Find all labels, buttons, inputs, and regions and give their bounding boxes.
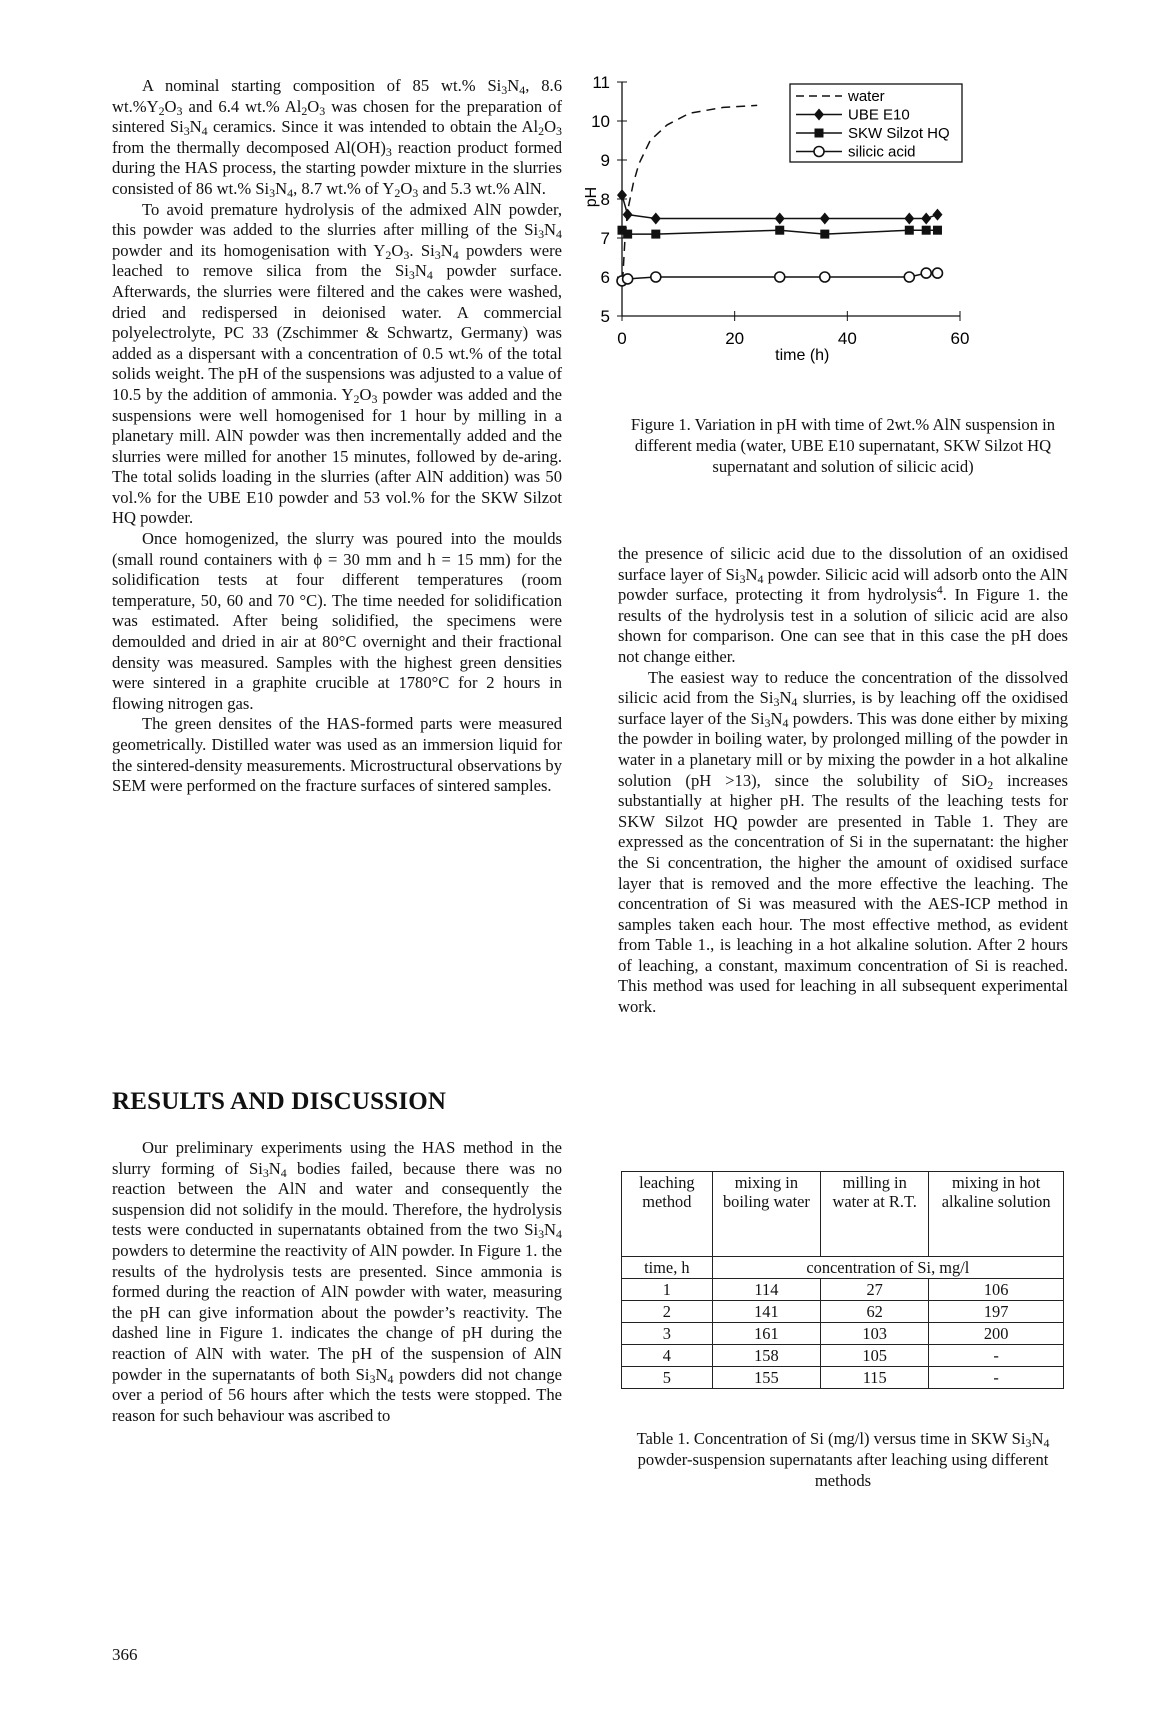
data-point bbox=[932, 209, 942, 221]
table-header-cell: mixing in hot alkaline solution bbox=[929, 1172, 1064, 1257]
table-cell: time, h bbox=[622, 1257, 713, 1279]
y-tick-label: 10 bbox=[591, 112, 610, 131]
data-point bbox=[820, 213, 830, 225]
paragraph: A nominal starting composition of 85 wt.% $Si_3N_4$, 8.6 $wt.\%Y_2O_3$ and 6.4 wt.% $Al_2O_3$ was chosen for the preparation of sintered $Si_3N_4$ ceramics. Since it was intended to obtain the $Al_2O_3$ from the thermally decomposed $Al(OH)_3$ reaction product formed during the HAS process, the starting powder mixture in the slurries consisted of 86 wt.% $Si_3N_4$, 8.7 wt.% of $Y_2O_3$ and 5.3 wt.% AlN. bbox=[112, 76, 563, 200]
data-point bbox=[623, 230, 632, 239]
data-point bbox=[922, 226, 931, 235]
table-cell: 1 bbox=[622, 1279, 713, 1301]
table-row bbox=[622, 1367, 1064, 1389]
chart-svg bbox=[583, 73, 1078, 420]
legend-label: SKW Silzot HQ bbox=[848, 125, 950, 142]
legend-label: silicic acid bbox=[848, 143, 916, 161]
x-tick-label: 60 bbox=[950, 329, 970, 348]
y-tick-label: 5 bbox=[600, 307, 610, 326]
table-row bbox=[622, 1323, 1064, 1345]
legend-label: water bbox=[848, 88, 885, 105]
table-cell: 114 bbox=[712, 1279, 820, 1301]
data-point bbox=[651, 213, 661, 225]
paragraph: The green densites of the HAS-formed parts were measured geometrically. Distilled water was used as an immersion liquid for the sintered-density measurements. Microstructural observations by SEM were performed on the fracture surfaces of sintered samples. bbox=[112, 714, 562, 796]
table-cell: 161 bbox=[712, 1323, 820, 1345]
series-line bbox=[623, 105, 758, 281]
x-tick-label: 40 bbox=[837, 329, 857, 348]
table-cell: 200 bbox=[929, 1323, 1064, 1345]
table-cell: 141 bbox=[712, 1301, 820, 1323]
data-point bbox=[932, 268, 942, 278]
table-row bbox=[622, 1301, 1064, 1323]
table-cell: - bbox=[929, 1367, 1064, 1389]
paragraph: the presence of silicic acid due to the dissolution of an oxidised surface layer of $Si_3N_4$ powder. Silicic acid will adsorb onto the AlN powder surface, protecting it from hydrolysis$^4$. In Figure 1. the results of the hydrolysis test in a solution of silicic acid are also shown for comparison. One can see that in this case the pH does not change either. bbox=[618, 544, 1068, 666]
table-cell: 115 bbox=[821, 1367, 929, 1389]
table-cell: 4 bbox=[622, 1345, 713, 1367]
x-tick-label: 20 bbox=[725, 329, 745, 348]
data-point bbox=[775, 213, 785, 225]
left-column-lower bbox=[112, 1138, 562, 1426]
right-column bbox=[618, 544, 1068, 1018]
data-point bbox=[905, 226, 914, 235]
data-point bbox=[815, 129, 824, 138]
paragraph: Our preliminary experiments using the HAS method in the slurry forming of $Si_3N_4$ bodies failed, because there was no reaction between the AlN and water and consequently the suspension did not solidify in the mould. Therefore, the hydrolysis tests were conducted in supernatants obtained from the two $Si_3N_4$ powders to determine the reactivity of AlN powder. In Figure 1. the results of the hydrolysis tests are presented. Since ammonia is formed during the reaction of AlN powder with water, measuring the pH can give information about the powder’s reactivity. The dashed line in Figure 1. indicates the change of pH during the reaction of AlN with water. The pH of the suspension of AlN powder in the supernatants of both $Si_3N_4$ powders did not change over a period of 56 hours after which the tests were stopped. The reason for such behaviour was ascribed to bbox=[112, 1138, 562, 1425]
table-header-cell: leaching method bbox=[622, 1172, 713, 1257]
table-caption: Table 1. Concentration of Si (mg/l) versus time in SKW $Si_3N_4$ powder-suspension supernatants after leaching using different methods bbox=[636, 1429, 1050, 1490]
table-cell: 106 bbox=[929, 1279, 1064, 1301]
data-point bbox=[623, 274, 633, 284]
data-point bbox=[814, 147, 824, 157]
table-cell: 155 bbox=[712, 1367, 820, 1389]
table-cell: - bbox=[929, 1345, 1064, 1367]
y-tick-label: 7 bbox=[600, 229, 610, 248]
data-point bbox=[820, 272, 830, 282]
legend-label: UBE E10 bbox=[848, 106, 910, 124]
section-heading: RESULTS AND DISCUSSION bbox=[112, 1088, 447, 1115]
data-point bbox=[623, 209, 633, 221]
table-span-cell: concentration of Si, mg/l bbox=[712, 1257, 1063, 1279]
left-column bbox=[112, 76, 562, 797]
table-cell: 103 bbox=[821, 1323, 929, 1345]
figure-caption: Figure 1. Variation in pH with time of 2wt.% AlN suspension in different media (water, UBE E10 supernatant, SKW Silzot HQ supernatant and solution of silicic acid) bbox=[630, 415, 1056, 476]
data-point bbox=[921, 213, 931, 225]
reference-mark: 4 bbox=[936, 583, 943, 597]
table-cell: 62 bbox=[821, 1301, 929, 1323]
x-tick-label: 0 bbox=[617, 329, 627, 348]
table-cell: 5 bbox=[622, 1367, 713, 1389]
data-point bbox=[820, 230, 829, 239]
data-point bbox=[921, 268, 931, 278]
data-point bbox=[904, 213, 914, 225]
table-header-cell: mixing in boiling water bbox=[712, 1172, 820, 1257]
y-tick-label: 6 bbox=[600, 268, 610, 287]
table-cell: 158 bbox=[712, 1345, 820, 1367]
table-cell: 2 bbox=[622, 1301, 713, 1323]
data-point bbox=[775, 226, 784, 235]
table-cell: 197 bbox=[929, 1301, 1064, 1323]
table-row bbox=[622, 1279, 1064, 1301]
y-tick-label: 8 bbox=[600, 190, 610, 209]
data-point bbox=[651, 230, 660, 239]
y-axis-label: pH bbox=[583, 186, 600, 208]
table-cell: 3 bbox=[622, 1323, 713, 1345]
leaching-table bbox=[621, 1171, 1064, 1389]
ph-time-chart bbox=[583, 73, 1078, 420]
table-header-cell: milling in water at R.T. bbox=[821, 1172, 929, 1257]
paragraph: To avoid premature hydrolysis of the admixed AlN powder, this powder was added to the slurries after milling of the $Si_3N_4$ powder and its homogenisation with $Y_2O_3$. $Si_3N_4$ powders were leached to remove silica from the $Si_3N_4$ powder surface. Afterwards, the slurries were filtered and the cakes were washed, dried and redispersed in deionised water. A commercial polyelectrolyte, PC 33 (Zschimmer & Schwartz, Germany) was added as a dispersant with a concentration of 0.5 wt.% of the total solids weight. The pH of the suspensions was adjusted to a value of 10.5 by the addition of ammonia. $Y_2O_3$ powder was added and the suspensions were well homogenised for 1 hour by milling in a planetary mill. AlN powder was then incrementally added and the slurries were milled for another 15 minutes, followed by de-aring. The total solids loading in the slurries (after AlN addition) was 50 vol.% for the UBE E10 powder and 53 vol.% for the SKW Silzot HQ powder. bbox=[112, 199, 562, 528]
paragraph: The easiest way to reduce the concentration of the dissolved silicic acid from the $Si_3N_4$ slurries, is by leaching off the oxidised surface layer of the $Si_3N_4$ powders. This was done either by mixing the powder in boiling water, by prolonged milling of the powder in water in a planetary mill or by mixing the powder in a hot alkaline solution (pH >13), since the solubility of SiO$_2$ increases substantially at higher pH. The results of the leaching tests for SKW Silzot HQ powder are presented in Table 1. They are expressed as the concentration of Si in the supernatant: the higher the Si concentration, the higher the amount of oxidised surface layer that is removed and the more effective the leaching. The concentration of Si was measured with the AES-ICP method in samples taken each hour. The most effective method, as evident from Table 1., is leaching in a hot alkaline solution. After 2 hours of leaching, a constant, maximum concentration of Si is reached. This method was used for leaching in all subsequent experimental work. bbox=[618, 667, 1069, 1017]
data-point bbox=[933, 226, 942, 235]
y-tick-label: 11 bbox=[592, 73, 610, 92]
data-point bbox=[904, 272, 914, 282]
data-point bbox=[775, 272, 785, 282]
table-cell: 27 bbox=[821, 1279, 929, 1301]
paragraph: Once homogenized, the slurry was poured into the moulds (small round containers with ϕ = 30 mm and h = 15 mm) for the solidification tests at four different temperatures (room temperature, 50, 60 and 70 °C). The time needed for solidification was estimated. After being solidified, the specimens were demoulded and dried in air at 80°C overnight and their fractional density was measured. Samples with the highest green densities were sintered in a graphite crucible at 1780°C for 2 hours in flowing nitrogen gas. bbox=[112, 529, 562, 713]
table-cell: 105 bbox=[821, 1345, 929, 1367]
x-axis-label: time (h) bbox=[775, 347, 830, 364]
page-number: 366 bbox=[112, 1645, 138, 1664]
table-row bbox=[622, 1345, 1064, 1367]
y-tick-label: 9 bbox=[600, 151, 610, 170]
data-point bbox=[651, 272, 661, 282]
